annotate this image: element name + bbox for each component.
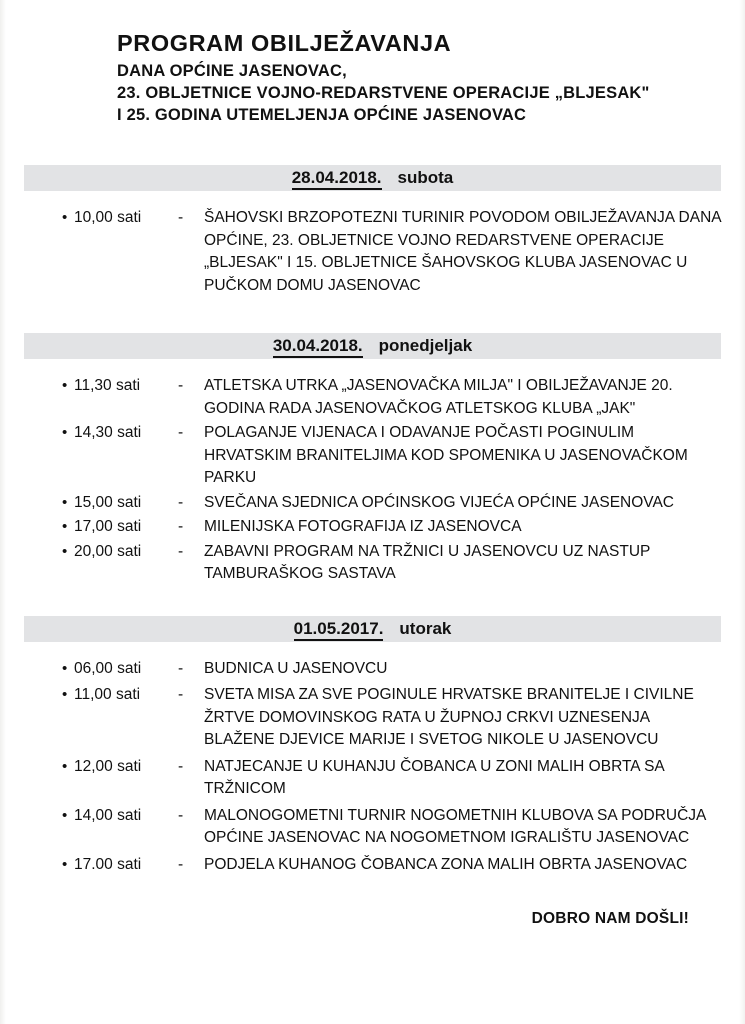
event-description: BUDNICA U JASENOVCU xyxy=(204,659,388,677)
event-dash: - xyxy=(178,518,184,535)
footer-greeting: DOBRO NAM DOŠLI! xyxy=(531,910,689,927)
day-band-2 xyxy=(24,333,721,359)
event-dash: - xyxy=(178,659,184,677)
event-dash: - xyxy=(178,686,184,703)
bullet-icon: • xyxy=(62,855,68,873)
day-band-1 xyxy=(24,165,721,191)
list-item xyxy=(62,375,721,420)
event-description: MILENIJSKA FOTOGRAFIJA IZ JASENOVCA xyxy=(204,518,522,535)
event-description: NATJECANJE U KUHANJU ČOBANCA U ZONI MALIH OBRTA SA TRŽNICOM xyxy=(204,757,664,797)
event-time: 14,00 sati xyxy=(74,806,142,824)
scan-edge-right xyxy=(739,0,745,1024)
list-item xyxy=(62,684,721,752)
event-description: PODJELA KUHANOG ČOBANCA ZONA MALIH OBRTA JASENOVAC xyxy=(204,855,688,873)
title-line-2: DANA OPĆINE JASENOVAC, xyxy=(117,62,347,80)
list-item xyxy=(62,516,721,539)
day-name-1: subota xyxy=(397,168,454,187)
event-time: 20,00 sati xyxy=(74,542,142,560)
bullet-icon: • xyxy=(62,659,68,677)
event-list-3 xyxy=(24,658,721,877)
day-heading-2 xyxy=(273,336,472,356)
bullet-icon: • xyxy=(62,806,68,824)
day-name-2: ponedjeljak xyxy=(378,336,473,355)
event-description: ŠAHOVSKI BRZOPOTEZNI TURINIR POVODOM OBILJEŽAVANJA DANA OPĆINE, 23. OBLJETNICE VOJNO REDARSTVENE OPERACIJE „BLJESAK" I 15. OBLJETNICE ŠAHOVSKOG KLUBA JASENOVAC U PUČKOM DOMU JASENOVAC xyxy=(204,209,721,294)
list-item xyxy=(62,854,721,877)
day-name-3: utorak xyxy=(399,618,452,638)
bullet-icon: • xyxy=(62,209,68,226)
event-time: 11,30 sati xyxy=(74,377,141,394)
day-date-1: 28.04.2018. xyxy=(292,168,382,190)
event-time: 10,00 sati xyxy=(74,209,142,226)
event-dash: - xyxy=(178,209,184,226)
event-description: SVEČANA SJEDNICA OPĆINSKOG VIJEĆA OPĆINE JASENOVAC xyxy=(204,493,675,511)
event-time: 14,30 sati xyxy=(74,424,142,441)
event-time: 06,00 sati xyxy=(74,659,142,677)
event-description: MALONOGOMETNI TURNIR NOGOMETNIH KLUBOVA SA PODRUČJA OPĆINE JASENOVAC NA NOGOMETNOM IGRALIŠTU JASENOVAC xyxy=(204,806,706,846)
event-dash: - xyxy=(178,806,184,824)
event-description: SVETA MISA ZA SVE POGINULE HRVATSKE BRANITELJE I CIVILNE ŽRTVE DOMOVINSKOG RATA U ŽUPNOJ CRKVI UZNESENJA BLAŽENE DJEVICE MARIJE I SVETOG NIKOLE U JASENOVCU xyxy=(204,686,694,748)
day-date-2: 30.04.2018. xyxy=(273,336,363,358)
day-heading-3 xyxy=(294,619,452,639)
bullet-icon: • xyxy=(62,424,68,441)
event-time: 17,00 sati xyxy=(74,518,142,535)
list-item xyxy=(62,422,721,490)
event-description: ATLETSKA UTRKA „JASENOVAČKA MILJA" I OBILJEŽAVANJE 20. GODINA RADA JASENOVAČKOG ATLETSKOG KLUBA „JAK" xyxy=(204,377,673,417)
event-list-1 xyxy=(24,207,721,297)
bullet-icon: • xyxy=(62,377,68,394)
bullet-icon: • xyxy=(62,686,68,703)
event-description: ZABAVNI PROGRAM NA TRŽNICI U JASENOVCU UZ NASTUP TAMBURAŠKOG SASTAVA xyxy=(204,542,651,582)
event-dash: - xyxy=(178,377,184,394)
document-header xyxy=(117,30,721,125)
list-item xyxy=(62,492,721,515)
event-time: 12,00 sati xyxy=(74,757,142,775)
event-dash: - xyxy=(178,542,184,560)
bullet-icon: • xyxy=(62,757,68,775)
day-heading-1 xyxy=(292,168,454,188)
event-list-2 xyxy=(24,375,721,586)
event-dash: - xyxy=(178,493,184,511)
event-description: POLAGANJE VIJENACA I ODAVANJE POČASTI POGINULIM HRVATSKIM BRANITELJIMA KOD SPOMENIKA U JASENOVAČKOM PARKU xyxy=(204,424,688,486)
bullet-icon: • xyxy=(62,542,68,560)
day-band-3 xyxy=(24,616,721,642)
event-time: 15,00 sati xyxy=(74,493,142,511)
event-time: 17.00 sati xyxy=(74,855,142,873)
event-dash: - xyxy=(178,757,184,775)
list-item xyxy=(62,658,721,681)
event-dash: - xyxy=(178,855,184,873)
event-time: 11,00 sati xyxy=(74,686,141,703)
day-date-3: 01.05.2017. xyxy=(294,619,384,641)
event-dash: - xyxy=(178,424,184,441)
list-item xyxy=(62,805,721,850)
title-line-4: I 25. GODINA UTEMELJENJA OPĆINE JASENOVAC xyxy=(117,106,527,124)
scan-edge-left xyxy=(0,0,6,1024)
bullet-icon: • xyxy=(62,493,68,511)
list-item xyxy=(62,756,721,801)
title-line-1: PROGRAM OBILJEŽAVANJA xyxy=(117,30,452,56)
list-item xyxy=(62,207,721,297)
list-item xyxy=(62,541,721,586)
bullet-icon: • xyxy=(62,518,68,535)
title-line-3: 23. OBLJETNICE VOJNO-REDARSTVENE OPERACIJE „BLJESAK" xyxy=(117,84,650,102)
